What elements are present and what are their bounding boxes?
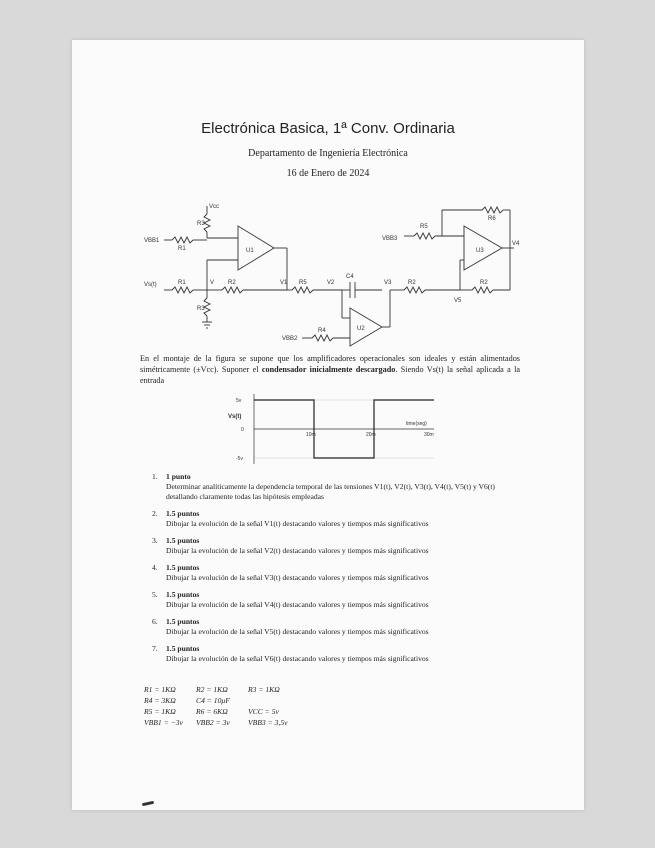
question-points: 1.5 puntos bbox=[166, 536, 200, 545]
values-row bbox=[144, 685, 300, 696]
label-v5: V5 bbox=[454, 298, 462, 304]
component-value: R4 = 3KΩ bbox=[144, 696, 176, 705]
question-text: Dibujar la evolución de la señal V2(t) destacando valores y tiempos más significativos bbox=[166, 546, 429, 555]
label-r2-u3: R2 bbox=[480, 280, 488, 286]
component-value: R6 = 6KΩ bbox=[196, 707, 228, 716]
xtick-20m: 20m bbox=[366, 432, 376, 438]
question-number: 5. bbox=[152, 590, 158, 599]
intro-text-1: En el montaje de la figura se supone que los amplificadores operacionales son ideales y están alimentados simétricamente (±Vcc). Suponer el bbox=[140, 354, 520, 374]
label-vbb1: VBB1 bbox=[144, 238, 160, 244]
values-row bbox=[144, 707, 300, 718]
label-r3: R3 bbox=[197, 221, 205, 227]
intro-bold: condensador inicialmente descargado bbox=[261, 365, 396, 374]
ylabel: Vs(t) bbox=[228, 414, 242, 420]
xlabel: time(seg) bbox=[406, 421, 427, 427]
exam-date: 16 de Enero de 2024 bbox=[286, 168, 370, 179]
label-r3b: R3 bbox=[197, 306, 205, 312]
label-vbb2: VBB2 bbox=[282, 336, 298, 342]
problem-statement bbox=[140, 353, 520, 386]
component-value: R5 = 1KΩ bbox=[144, 707, 176, 716]
question-points: 1.5 puntos bbox=[166, 509, 200, 518]
label-vst: Vs(t) bbox=[144, 282, 157, 288]
question-list bbox=[152, 472, 522, 671]
label-r5: R5 bbox=[299, 280, 307, 286]
values-row bbox=[144, 718, 300, 729]
question-number: 2. bbox=[152, 509, 158, 518]
label-u3: U3 bbox=[476, 248, 484, 254]
question-text: Dibujar la evolución de la señal V5(t) destacando valores y tiempos más significativos bbox=[166, 627, 429, 636]
question-number: 3. bbox=[152, 536, 158, 545]
label-v4: V4 bbox=[512, 241, 520, 247]
component-value: VBB3 = 3,5v bbox=[248, 718, 288, 727]
question-item bbox=[152, 644, 522, 664]
intro-text-2: . Siendo Vs(t) la señal aplicada a la entrada bbox=[140, 365, 520, 385]
exam-sheet bbox=[72, 40, 584, 810]
input-waveform bbox=[224, 390, 444, 468]
component-value: VCC = 5v bbox=[248, 707, 279, 716]
component-value: VBB1 = −3v bbox=[144, 718, 183, 727]
question-item bbox=[152, 590, 522, 610]
question-points: 1.5 puntos bbox=[166, 590, 200, 599]
question-text: Determinar analíticamente la dependencia temporal de las tensiones V1(t), V2(t), V3(t), V4(t), V5(t) y V6(t) detallando claramente todas las hipótesis empleadas bbox=[166, 482, 495, 501]
label-u2: U2 bbox=[357, 326, 365, 332]
label-r6: R6 bbox=[488, 216, 496, 222]
component-value: VBB2 = 3v bbox=[196, 718, 230, 727]
component-values bbox=[144, 685, 300, 729]
question-number: 6. bbox=[152, 617, 158, 626]
component-value: C4 = 10μF bbox=[196, 696, 230, 705]
question-points: 1.5 puntos bbox=[166, 617, 200, 626]
label-u1: U1 bbox=[246, 248, 254, 254]
component-value: R3 = 1KΩ bbox=[248, 685, 280, 694]
circuit-diagram bbox=[142, 200, 522, 350]
component-value: R1 = 1KΩ bbox=[144, 685, 176, 694]
question-text: Dibujar la evolución de la señal V3(t) destacando valores y tiempos más significativos bbox=[166, 573, 429, 582]
xtick-30m: 30m bbox=[424, 432, 434, 438]
label-c4: C4 bbox=[346, 274, 354, 280]
component-value: R2 = 1KΩ bbox=[196, 685, 228, 694]
xtick-10m: 10m bbox=[306, 432, 316, 438]
label-r5-top: R5 bbox=[420, 224, 428, 230]
question-item bbox=[152, 509, 522, 529]
question-number: 4. bbox=[152, 563, 158, 572]
label-vcc: Vcc bbox=[209, 204, 220, 210]
label-r1b: R1 bbox=[178, 280, 186, 286]
label-v3: V3 bbox=[384, 280, 392, 286]
document-title: Electrónica Basica, 1ª Conv. Ordinaria bbox=[201, 120, 455, 137]
question-item bbox=[152, 472, 522, 502]
label-v1: V1 bbox=[280, 280, 288, 286]
label-r4: R4 bbox=[318, 328, 326, 334]
label-vbb3: VBB3 bbox=[382, 236, 398, 242]
ytick-neg5v: -5v bbox=[236, 456, 243, 462]
question-item bbox=[152, 617, 522, 637]
ytick-5v: 5v bbox=[236, 398, 242, 404]
question-text: Dibujar la evolución de la señal V6(t) destacando valores y tiempos más significativos bbox=[166, 654, 429, 663]
label-v2: V2 bbox=[327, 280, 335, 286]
question-number: 7. bbox=[152, 644, 158, 653]
question-points: 1.5 puntos bbox=[166, 563, 200, 572]
label-r2b: R2 bbox=[408, 280, 416, 286]
pen-mark bbox=[142, 801, 154, 806]
values-row bbox=[144, 696, 300, 707]
question-number: 1. bbox=[152, 472, 158, 481]
question-item bbox=[152, 536, 522, 556]
label-r2: R2 bbox=[228, 280, 236, 286]
ytick-0: 0 bbox=[241, 427, 244, 433]
question-points: 1 punto bbox=[166, 472, 191, 481]
question-text: Dibujar la evolución de la señal V4(t) destacando valores y tiempos más significativos bbox=[166, 600, 429, 609]
question-points: 1.5 puntos bbox=[166, 644, 200, 653]
label-r1a: R1 bbox=[178, 246, 186, 252]
department-name: Departamento de Ingeniería Electrónica bbox=[248, 148, 408, 159]
question-item bbox=[152, 563, 522, 583]
label-v: V bbox=[210, 280, 215, 286]
question-text: Dibujar la evolución de la señal V1(t) destacando valores y tiempos más significativos bbox=[166, 519, 429, 528]
